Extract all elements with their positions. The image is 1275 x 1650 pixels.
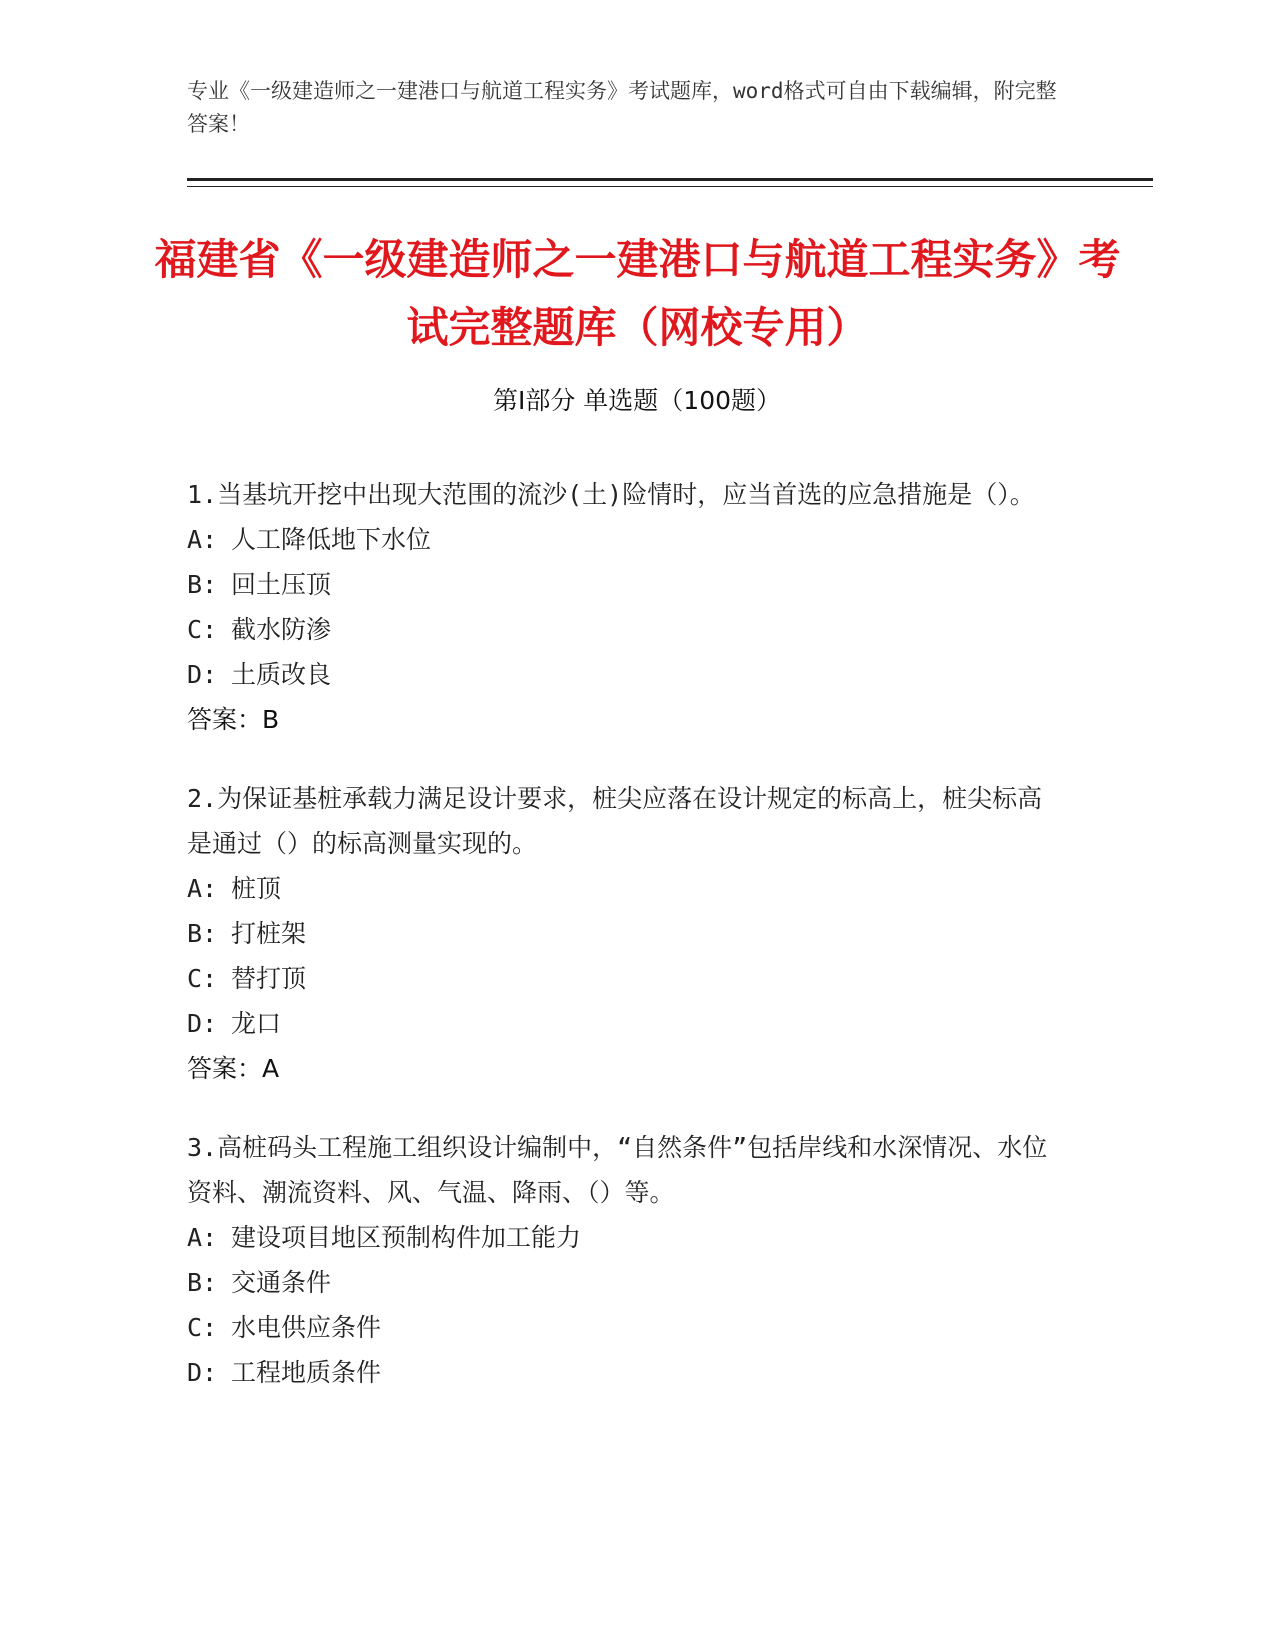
question-stem: 3.高桩码头工程施工组织设计编制中，“自然条件”包括岸线和水深情况、水位资料、潮流资料、风、气温、降雨、（）等。 [187,1133,1048,1207]
option-text: 工程地质条件 [231,1358,382,1387]
option-a [187,1215,1067,1260]
option-letter: C: [187,615,218,644]
option-letter: A: [187,1223,218,1252]
option-c [187,607,1067,652]
option-letter: C: [187,964,218,993]
option-letter: A: [187,874,218,903]
option-text: 回土压顶 [231,570,332,599]
option-c [187,1305,1067,1350]
option-letter: A: [187,525,218,554]
question-2 [187,776,1067,1091]
option-d [187,652,1067,697]
option-b [187,1260,1067,1305]
option-text: 建设项目地区预制构件加工能力 [231,1223,582,1252]
document-title: 福建省《一级建造师之一建港口与航道工程实务》考试完整题库（网校专用） [154,235,1121,352]
option-letter: B: [187,570,218,599]
question-list [187,472,1067,1429]
option-a [187,866,1067,911]
option-text: 桩顶 [231,874,282,903]
option-text: 交通条件 [231,1268,332,1297]
option-b [187,562,1067,607]
question-1 [187,472,1067,742]
option-text: 打桩架 [231,919,307,948]
question-stem: 1.当基坑开挖中出现大范围的流沙(土)险情时，应当首选的应急措施是（）。 [187,480,1035,509]
header-divider-thin [187,186,1153,187]
answer-line: 答案：B [187,705,280,734]
option-letter: D: [187,660,218,689]
option-d [187,1001,1067,1046]
section-title: 第Ⅰ部分 单选题（100题） [492,386,782,415]
question-stem: 2.为保证基桩承载力满足设计要求，桩尖应落在设计规定的标高上，桩尖标高是通过（）的标高测量实现的。 [187,784,1043,858]
option-text: 截水防渗 [231,615,332,644]
option-letter: B: [187,1268,218,1297]
option-letter: D: [187,1358,218,1387]
option-text: 替打顶 [231,964,307,993]
option-text: 人工降低地下水位 [231,525,432,554]
option-b [187,911,1067,956]
header-divider-thick [187,178,1153,181]
header-note: 专业《一级建造师之一建港口与航道工程实务》考试题库，word格式可自由下载编辑，附完整答案！ [187,79,1057,136]
option-c [187,956,1067,1001]
option-text: 龙口 [231,1009,282,1038]
option-text: 土质改良 [231,660,332,689]
option-letter: B: [187,919,218,948]
question-3 [187,1125,1067,1395]
answer-line: 答案：A [187,1054,280,1083]
option-d [187,1350,1067,1395]
option-a [187,517,1067,562]
option-letter: C: [187,1313,218,1342]
option-letter: D: [187,1009,218,1038]
option-text: 水电供应条件 [231,1313,382,1342]
